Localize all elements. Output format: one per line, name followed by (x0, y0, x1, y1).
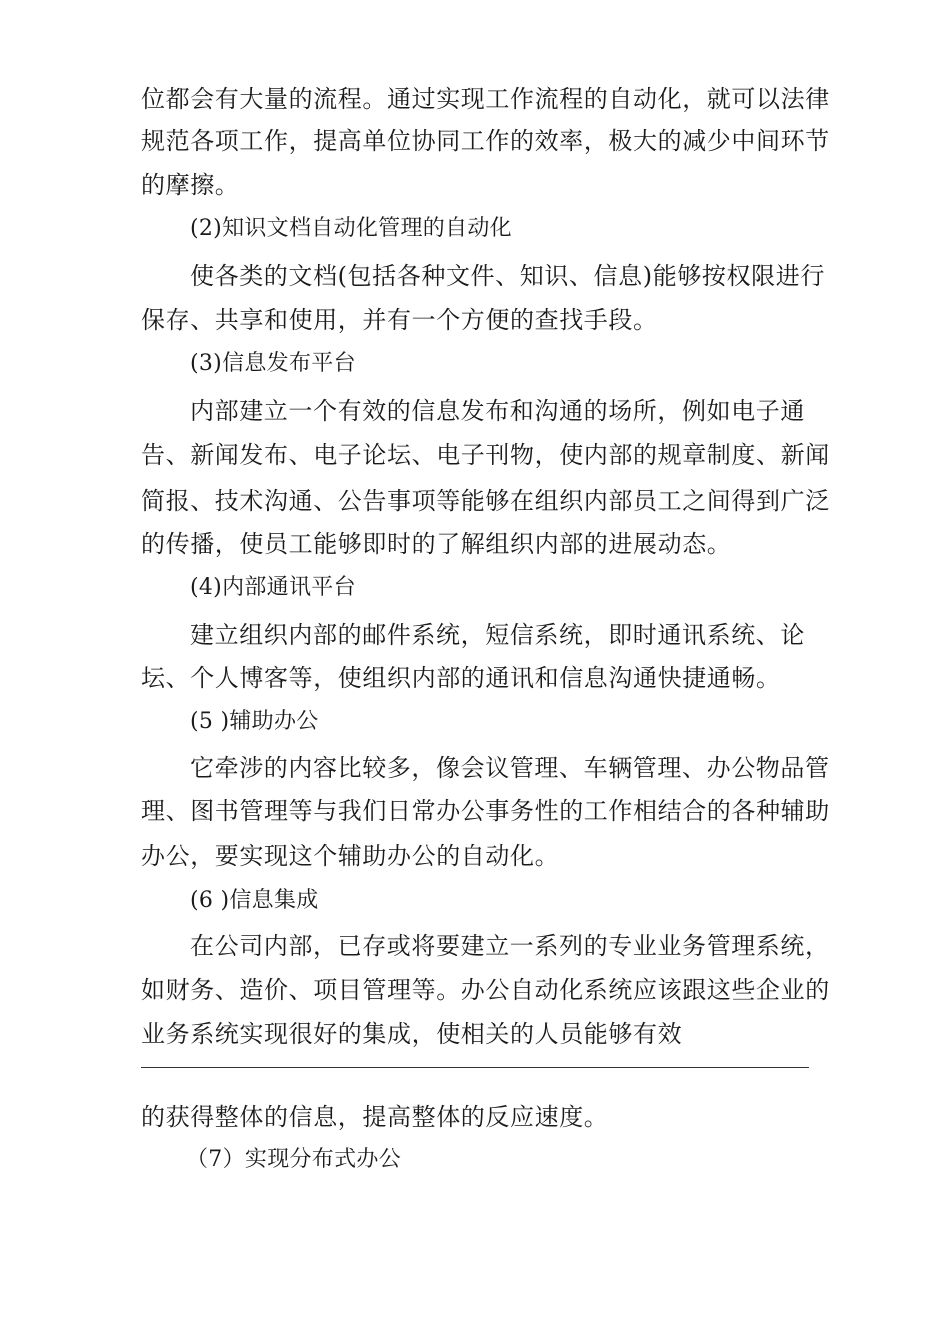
section-heading: (4)内部通讯平台 (190, 575, 356, 600)
text-line: 如财务、造价、项目管理等。办公自动化系统应该跟这些企业的 (141, 976, 830, 1004)
text-line: 它牵涉的内容比较多，像会议管理、车辆管理、办公物品管 (190, 754, 830, 782)
text-line: 的摩擦。 (141, 171, 240, 199)
text-line: 规范各项工作，提高单位协同工作的效率，极大的减少中间环节 (141, 127, 830, 155)
text-line: 保存、共享和使用，并有一个方便的查找手段。 (141, 306, 658, 334)
text-line: 内部建立一个有效的信息发布和沟通的场所，例如电子通 (190, 397, 805, 425)
section-heading: (5 )辅助办公 (190, 709, 319, 734)
text-line: 告、新闻发布、电子论坛、电子刊物，使内部的规章制度、新闻 (141, 441, 830, 469)
section-heading: (2)知识文档自动化管理的自动化 (190, 216, 512, 241)
section-heading: (6 )信息集成 (190, 888, 319, 913)
text-line: 简报、技术沟通、公告事项等能够在组织内部员工之间得到广泛 (141, 487, 830, 515)
text-line: 使各类的文档(包括各种文件、知识、信息)能够按权限进行 (190, 262, 825, 290)
text-line: 位都会有大量的流程。通过实现工作流程的自动化，就可以法律 (141, 85, 830, 113)
section-heading: （7）实现分布式办公 (186, 1147, 401, 1172)
text-line: 坛、个人博客等，使组织内部的通讯和信息沟通快捷通畅。 (141, 664, 781, 692)
text-line: 的获得整体的信息，提高整体的反应速度。 (141, 1103, 609, 1131)
text-line: 建立组织内部的邮件系统，短信系统，即时通讯系统、论 (190, 621, 805, 649)
text-line: 的传播，使员工能够即时的了解组织内部的进展动态。 (141, 530, 732, 558)
text-line: 办公，要实现这个辅助办公的自动化。 (141, 842, 560, 870)
section-heading: (3)信息发布平台 (190, 351, 356, 376)
text-line: 理、图书管理等与我们日常办公事务性的工作相结合的各种辅助 (141, 797, 830, 825)
page-break-divider (141, 1067, 809, 1068)
text-line: 业务系统实现很好的集成，使相关的人员能够有效 (141, 1020, 683, 1048)
text-line: 在公司内部，已存或将要建立一系列的专业业务管理系统， (190, 932, 830, 960)
